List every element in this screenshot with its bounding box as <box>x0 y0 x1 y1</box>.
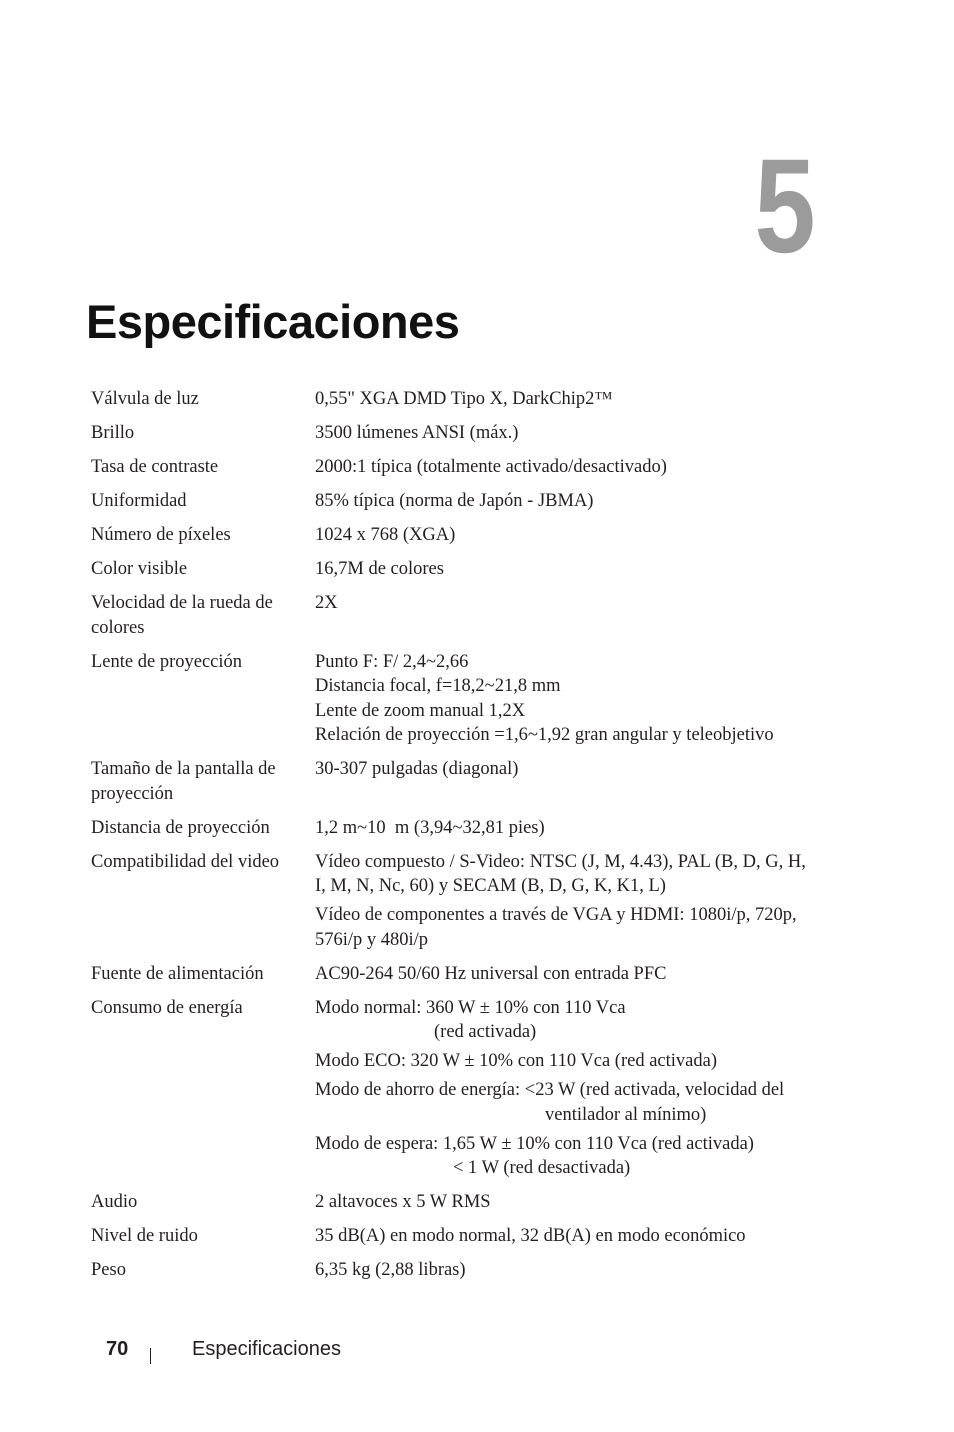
spec-row-audio <box>91 1190 851 1215</box>
spec-label: Lente de proyección <box>91 651 243 672</box>
value-line: Distancia focal, f=18,2~21,8 mm <box>315 676 561 696</box>
spec-value <box>315 650 851 748</box>
page-number: 70 <box>106 1338 129 1360</box>
spec-label: Válvula de luz <box>91 389 199 409</box>
value-line: < 1 W (red desactivada) <box>453 1158 631 1178</box>
spec-table <box>91 387 851 1292</box>
value-line: 576i/p y 480i/p <box>315 929 429 950</box>
spec-row-screen-size <box>91 757 851 806</box>
spec-label: Brillo <box>91 423 135 443</box>
spec-value: 30-307 pulgadas (diagonal) <box>315 759 519 779</box>
spec-label: Audio <box>91 1192 138 1212</box>
spec-row-lens <box>91 650 851 748</box>
chapter-title: Especificaciones <box>86 295 460 348</box>
value-paragraph <box>315 903 851 952</box>
spec-value: 2 altavoces x 5 W RMS <box>315 1192 491 1212</box>
spec-value <box>315 850 851 953</box>
spec-value: AC90-264 50/60 Hz universal con entrada PFC <box>315 963 667 984</box>
value-line: Punto F: F/ 2,4~2,66 <box>315 651 469 672</box>
value-paragraph <box>315 850 851 899</box>
spec-row-power-consumption <box>91 996 851 1181</box>
value-line: Modo de espera: 1,65 W ± 10% con 110 Vca (red activada) <box>315 1133 754 1154</box>
spec-label: Consumo de energía <box>91 997 243 1018</box>
spec-label: Distancia de proyección <box>91 817 270 838</box>
spec-value <box>315 996 851 1181</box>
spec-label: Velocidad de la rueda de colores <box>91 593 273 638</box>
spec-row-power-supply <box>91 962 851 987</box>
value-line: Relación de proyección =1,6~1,92 gran angular y teleobjetivo <box>315 725 774 745</box>
spec-value: 1024 x 768 (XGA) <box>315 525 456 545</box>
value-line: Vídeo de componentes a través de VGA y HDMI: 1080i/p, 720p, <box>315 905 797 925</box>
spec-label: Tamaño de la pantalla de proyección <box>91 759 276 804</box>
spec-row-noise <box>91 1224 851 1249</box>
spec-row-distance <box>91 816 851 841</box>
spec-value: 6,35 kg (2,88 libras) <box>315 1260 466 1280</box>
spec-row-color <box>91 557 851 582</box>
value-line: Modo de ahorro de energía: <23 W (red activada, velocidad del <box>315 1080 785 1100</box>
value-line: I, M, N, Nc, 60) y SECAM (B, D, G, K, K1, L) <box>315 876 666 896</box>
value-paragraph <box>315 996 851 1045</box>
spec-label: Nivel de ruido <box>91 1226 198 1246</box>
spec-value: 35 dB(A) en modo normal, 32 dB(A) en modo económico <box>315 1226 746 1246</box>
value-paragraph <box>315 1078 851 1127</box>
value-paragraph <box>315 1049 851 1074</box>
value-line: Vídeo compuesto / S-Video: NTSC (J, M, 4.43), PAL (B, D, G, H, <box>315 851 806 872</box>
spec-value: 2000:1 típica (totalmente activado/desactivado) <box>315 457 667 477</box>
spec-value: 1,2 m~10 m (3,94~32,81 pies) <box>315 817 545 838</box>
spec-value: 2X <box>315 593 338 613</box>
value-line: (red activada) <box>434 1022 537 1042</box>
spec-row-light-valve <box>91 387 851 412</box>
value-line: ventilador al mínimo) <box>545 1104 707 1125</box>
spec-row-brightness <box>91 421 851 446</box>
spec-label: Compatibilidad del video <box>91 851 280 872</box>
value-paragraph <box>315 1132 851 1181</box>
spec-label: Peso <box>91 1260 126 1280</box>
chapter-number: 5 <box>754 132 816 281</box>
value-line: Modo normal: 360 W ± 10% con 110 Vca <box>315 997 626 1018</box>
spec-row-video <box>91 850 851 953</box>
spec-row-contrast <box>91 455 851 480</box>
value-line: Lente de zoom manual 1,2X <box>315 700 526 721</box>
spec-value: 0,55" XGA DMD Tipo X, DarkChip2™ <box>315 389 613 409</box>
spec-label: Fuente de alimentación <box>91 963 264 984</box>
value-line: Modo ECO: 320 W ± 10% con 110 Vca (red activada) <box>315 1051 717 1071</box>
spec-row-weight <box>91 1258 851 1283</box>
spec-row-pixels <box>91 523 851 548</box>
spec-row-uniformity <box>91 489 851 514</box>
footer-section-title: Especificaciones <box>192 1338 341 1360</box>
spec-value: 16,7M de colores <box>315 559 444 579</box>
spec-label: Uniformidad <box>91 491 187 511</box>
spec-label: Color visible <box>91 559 188 579</box>
spec-label: Número de píxeles <box>91 525 231 545</box>
spec-value: 3500 lúmenes ANSI (máx.) <box>315 423 519 443</box>
spec-label: Tasa de contraste <box>91 457 219 477</box>
footer-divider <box>150 1348 151 1364</box>
spec-row-color-wheel <box>91 591 851 640</box>
spec-value: 85% típica (norma de Japón - JBMA) <box>315 491 594 511</box>
